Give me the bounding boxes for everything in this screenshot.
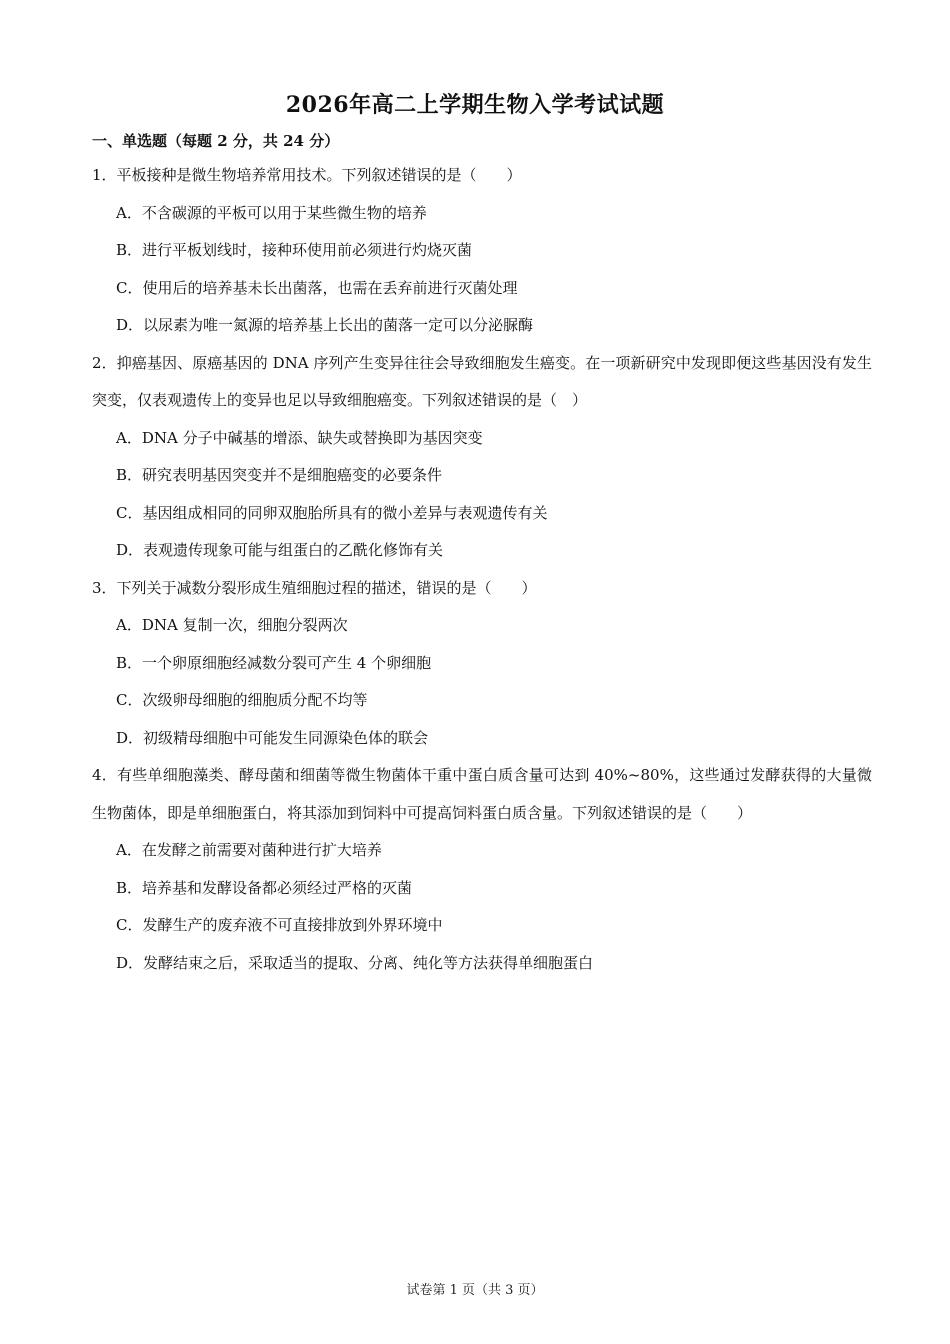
option-a bbox=[92, 607, 872, 645]
question-stem bbox=[92, 570, 872, 608]
option-text: 表观遗传现象可能与组蛋白的乙酰化修饰有关 bbox=[143, 541, 444, 559]
option-letter: B． bbox=[116, 878, 143, 897]
question-4 bbox=[92, 757, 872, 982]
option-c bbox=[92, 682, 872, 720]
option-b bbox=[92, 232, 872, 270]
option-text: 培养基和发酵设备都必须经过严格的灭菌 bbox=[142, 878, 413, 897]
option-text: 以尿素为唯一氮源的培养基上长出的菌落一定可以分泌脲酶 bbox=[143, 316, 534, 334]
option-d bbox=[92, 720, 872, 758]
section-heading: 一、单选题（每题 2 分，共 24 分） bbox=[92, 132, 340, 150]
option-letter: C． bbox=[116, 503, 143, 522]
option-c bbox=[92, 270, 872, 308]
option-letter: B． bbox=[116, 241, 143, 259]
question-text: 平板接种是微生物培养常用技术。下列叙述错误的是（ ） bbox=[116, 166, 522, 184]
question-text: 有些单细胞藻类、酵母菌和细菌等微生物菌体干重中蛋白质含量可达到 40%~80%，这些通过发酵获得的大量微生物菌体，即是单细胞蛋白，将其添加到饲料中可提高饲料蛋白质含量。下列叙述错误的是（ ） bbox=[92, 766, 872, 822]
option-letter: D． bbox=[116, 541, 144, 559]
question-text: 下列关于减数分裂形成生殖细胞过程的描述，错误的是（ ） bbox=[116, 578, 537, 597]
option-d bbox=[92, 307, 872, 345]
question-list bbox=[92, 157, 872, 982]
option-text: 发酵结束之后，采取适当的提取、分离、纯化等方法获得单细胞蛋白 bbox=[143, 953, 594, 972]
option-b bbox=[92, 645, 872, 683]
option-text: 次级卵母细胞的细胞质分配不均等 bbox=[142, 691, 368, 709]
page-footer: 试卷第 1 页（共 3 页） bbox=[406, 1283, 544, 1298]
option-letter: C． bbox=[116, 691, 143, 709]
option-text: DNA 复制一次，细胞分裂两次 bbox=[141, 616, 348, 634]
option-letter: D． bbox=[116, 953, 144, 972]
option-text: 不含碳源的平板可以用于某些微生物的培养 bbox=[141, 203, 427, 222]
question-stem bbox=[92, 345, 872, 420]
option-text: 基因组成相同的同卵双胞胎所具有的微小差异与表观遗传有关 bbox=[142, 503, 548, 522]
question-number: 1． bbox=[92, 166, 117, 184]
option-letter: C． bbox=[116, 916, 143, 934]
option-text: 进行平板划线时，接种环使用前必须进行灼烧灭菌 bbox=[142, 241, 473, 259]
question-2 bbox=[92, 345, 872, 570]
question-stem bbox=[92, 757, 872, 832]
question-text: 抑癌基因、原癌基因的 DNA 序列产生变异往往会导致细胞发生癌变。在一项新研究中发现即便这些基因没有发生突变，仅表观遗传上的变异也足以导致细胞癌变。下列叙述错误的是（ ） bbox=[92, 353, 872, 409]
option-letter: A． bbox=[116, 428, 142, 447]
option-b bbox=[92, 870, 872, 908]
question-stem bbox=[92, 157, 872, 195]
page-title: 2026年高二上学期生物入学考试试题 bbox=[285, 92, 665, 118]
option-text: 初级精母细胞中可能发生同源染色体的联会 bbox=[143, 728, 429, 747]
option-d bbox=[92, 532, 872, 570]
question-3 bbox=[92, 570, 872, 758]
option-c bbox=[92, 495, 872, 533]
option-b bbox=[92, 457, 872, 495]
option-letter: D． bbox=[116, 316, 144, 334]
option-text: 一个卵原细胞经减数分裂可产生 4 个卵细胞 bbox=[142, 653, 432, 672]
option-letter: A． bbox=[116, 616, 142, 634]
option-a bbox=[92, 420, 872, 458]
option-c bbox=[92, 907, 872, 945]
option-letter: D． bbox=[116, 728, 144, 747]
option-letter: A． bbox=[116, 841, 142, 859]
option-a bbox=[92, 832, 872, 870]
question-number: 4． bbox=[92, 766, 118, 784]
option-d bbox=[92, 945, 872, 983]
option-letter: B． bbox=[116, 466, 143, 484]
option-text: 使用后的培养基未长出菌落，也需在丢弃前进行灭菌处理 bbox=[142, 278, 518, 297]
question-1 bbox=[92, 157, 872, 345]
option-text: DNA 分子中碱基的增添、缺失或替换即为基因突变 bbox=[141, 428, 483, 447]
option-letter: A． bbox=[116, 203, 142, 222]
option-text: 研究表明基因突变并不是细胞癌变的必要条件 bbox=[142, 466, 443, 484]
option-letter: C． bbox=[116, 278, 143, 297]
option-text: 发酵生产的废弃液不可直接排放到外界环境中 bbox=[142, 916, 443, 934]
question-number: 3． bbox=[92, 578, 117, 597]
option-letter: B． bbox=[116, 653, 143, 672]
question-number: 2． bbox=[92, 353, 117, 372]
option-text: 在发酵之前需要对菌种进行扩大培养 bbox=[141, 841, 382, 859]
option-a bbox=[92, 195, 872, 233]
